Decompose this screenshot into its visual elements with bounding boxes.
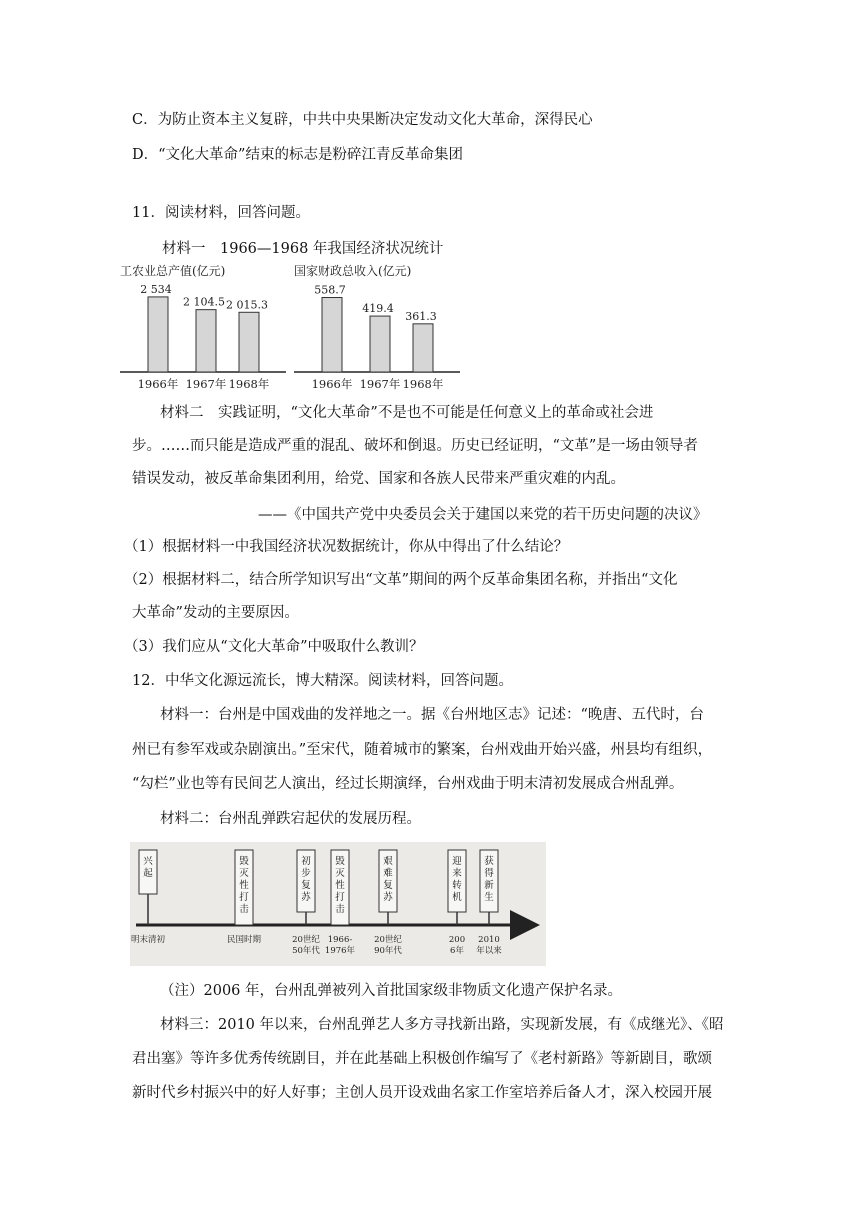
material-2-line-3: 错误发动，被反革命集团利用，给党、国家和各族人民带来严重灾难的内乱。 [132, 471, 625, 487]
bar [239, 312, 259, 372]
timeline-period-label: 1966-1976年 [324, 935, 356, 956]
timeline-stage-label: 艰难复苏 [383, 856, 393, 903]
timeline-stage-label: 初步复苏 [301, 856, 311, 903]
sub-question-2-line-1: （2）根据材料二，结合所学知识写出“文革”期间的两个反革命集团名称，并指出“文化 [124, 572, 678, 588]
category-label: 1968年 [402, 377, 444, 391]
sub-question-3: （3）我们应从“文化大革命”中吸取什么教训？ [124, 639, 424, 655]
option-c: C．为防止资本主义复辟，中共中央果断决定发动文化大革命，深得民心 [132, 112, 593, 128]
timeline-stage-label: 兴起 [143, 856, 153, 879]
bar [196, 310, 216, 372]
timeline-period-label: 2010 年以来 [476, 935, 502, 956]
timeline-period-label: 20世纪 50年代 [292, 935, 320, 956]
category-label: 1966年 [137, 377, 179, 391]
chart-title: 工农业总产值(亿元) [120, 264, 226, 278]
category-label: 1968年 [228, 377, 270, 391]
taizhou-material-1-line-1: 材料一：台州是中国戏曲的发祥地之一。据《台州地区志》记述：“晚唐、五代时，台 [160, 707, 704, 723]
bar-value-label: 361.3 [405, 309, 437, 323]
category-label: 1966年 [311, 377, 353, 391]
timeline-period-label: 明末清初 [130, 935, 166, 945]
category-label: 1967年 [185, 377, 227, 391]
bar-value-label: 2 534 [140, 282, 172, 296]
taizhou-material-1-line-2: 州已有参军戏或杂剧演出。”至宋代，随着城市的繁案，台州戏曲开始兴盛，州县均有组织， [132, 742, 713, 758]
taizhou-material-3-line-1: 材料三：2010 年以来，台州乱弹艺人多方寻找新出路，实现新发展，有《成继光》、《昭 [160, 1017, 724, 1033]
timeline-note: （注）2006 年，台州乱弹被列入首批国家级非物质文化遗产保护名录。 [160, 983, 623, 999]
bar-value-label: 419.4 [362, 302, 394, 316]
question-12: 12．中华文化源远流长，博大精深。阅读材料，回答问题。 [132, 673, 513, 689]
bar-value-label: 558.7 [314, 283, 346, 297]
timeline-stage-label: 毁灭性打击 [239, 856, 249, 915]
bar [413, 324, 433, 372]
category-label: 1967年 [359, 377, 401, 391]
taizhou-material-1-line-3: “勾栏”业也等有民间艺人演出，经过长期演绎，台州戏曲于明末清初发展成合州乱弹。 [132, 776, 684, 792]
material-2-source: ——《中国共产党中央委员会关于建国以来党的若干历史问题的决议》 [258, 507, 708, 523]
question-11: 11．阅读材料，回答问题。 [132, 205, 310, 221]
timeline-figure [130, 842, 546, 966]
material-1-title: 材料一 1966—1968 年我国经济状况统计 [162, 241, 444, 257]
sub-question-1: （1）根据材料一中我国经济状况数据统计，你从中得出了什么结论？ [124, 539, 569, 555]
timeline-stage-label: 迎来转机 [452, 856, 462, 903]
material-2-line-1: 材料二 实践证明，“文化大革命”不是也不可能是任何意义上的革命或社会进 [160, 405, 654, 421]
timeline-stage-label: 毁灭性打击 [335, 856, 345, 915]
chart-title: 国家财政总收入(亿元) [294, 264, 412, 278]
bar-value-label: 2 015.3 [226, 298, 268, 312]
taizhou-material-3-line-2: 君出塞》等许多优秀传统剧目，并在此基础上积极创作编写了《老村新路》等新剧目，歌颂 [132, 1051, 712, 1067]
material-2-line-2: 步。……而只能是造成严重的混乱、破坏和倒退。历史已经证明，“文革”是一场由领导者 [132, 438, 698, 454]
taizhou-material-2: 材料二：台州乱弹跌宕起伏的发展历程。 [160, 811, 421, 827]
timeline-stage-label: 获得新生 [484, 856, 494, 903]
timeline-period-label: 20世纪 90年代 [374, 935, 402, 956]
economy-charts [116, 262, 466, 394]
sub-question-2-line-2: 大革命”发动的主要原因。 [132, 605, 299, 621]
option-d: D．“文化大革命”结束的标志是粉碎江青反革命集团 [132, 147, 463, 163]
bar [148, 297, 168, 372]
bar [370, 316, 390, 372]
bar-value-label: 2 104.5 [183, 295, 225, 309]
timeline-period-label: 200 6年 [448, 935, 466, 956]
bar [322, 298, 342, 372]
timeline-period-label: 民国时期 [226, 935, 262, 945]
taizhou-material-3-line-3: 新时代乡村振兴中的好人好事；主创人员开设戏曲名家工作室培养后备人才，深入校园开展 [132, 1085, 712, 1101]
